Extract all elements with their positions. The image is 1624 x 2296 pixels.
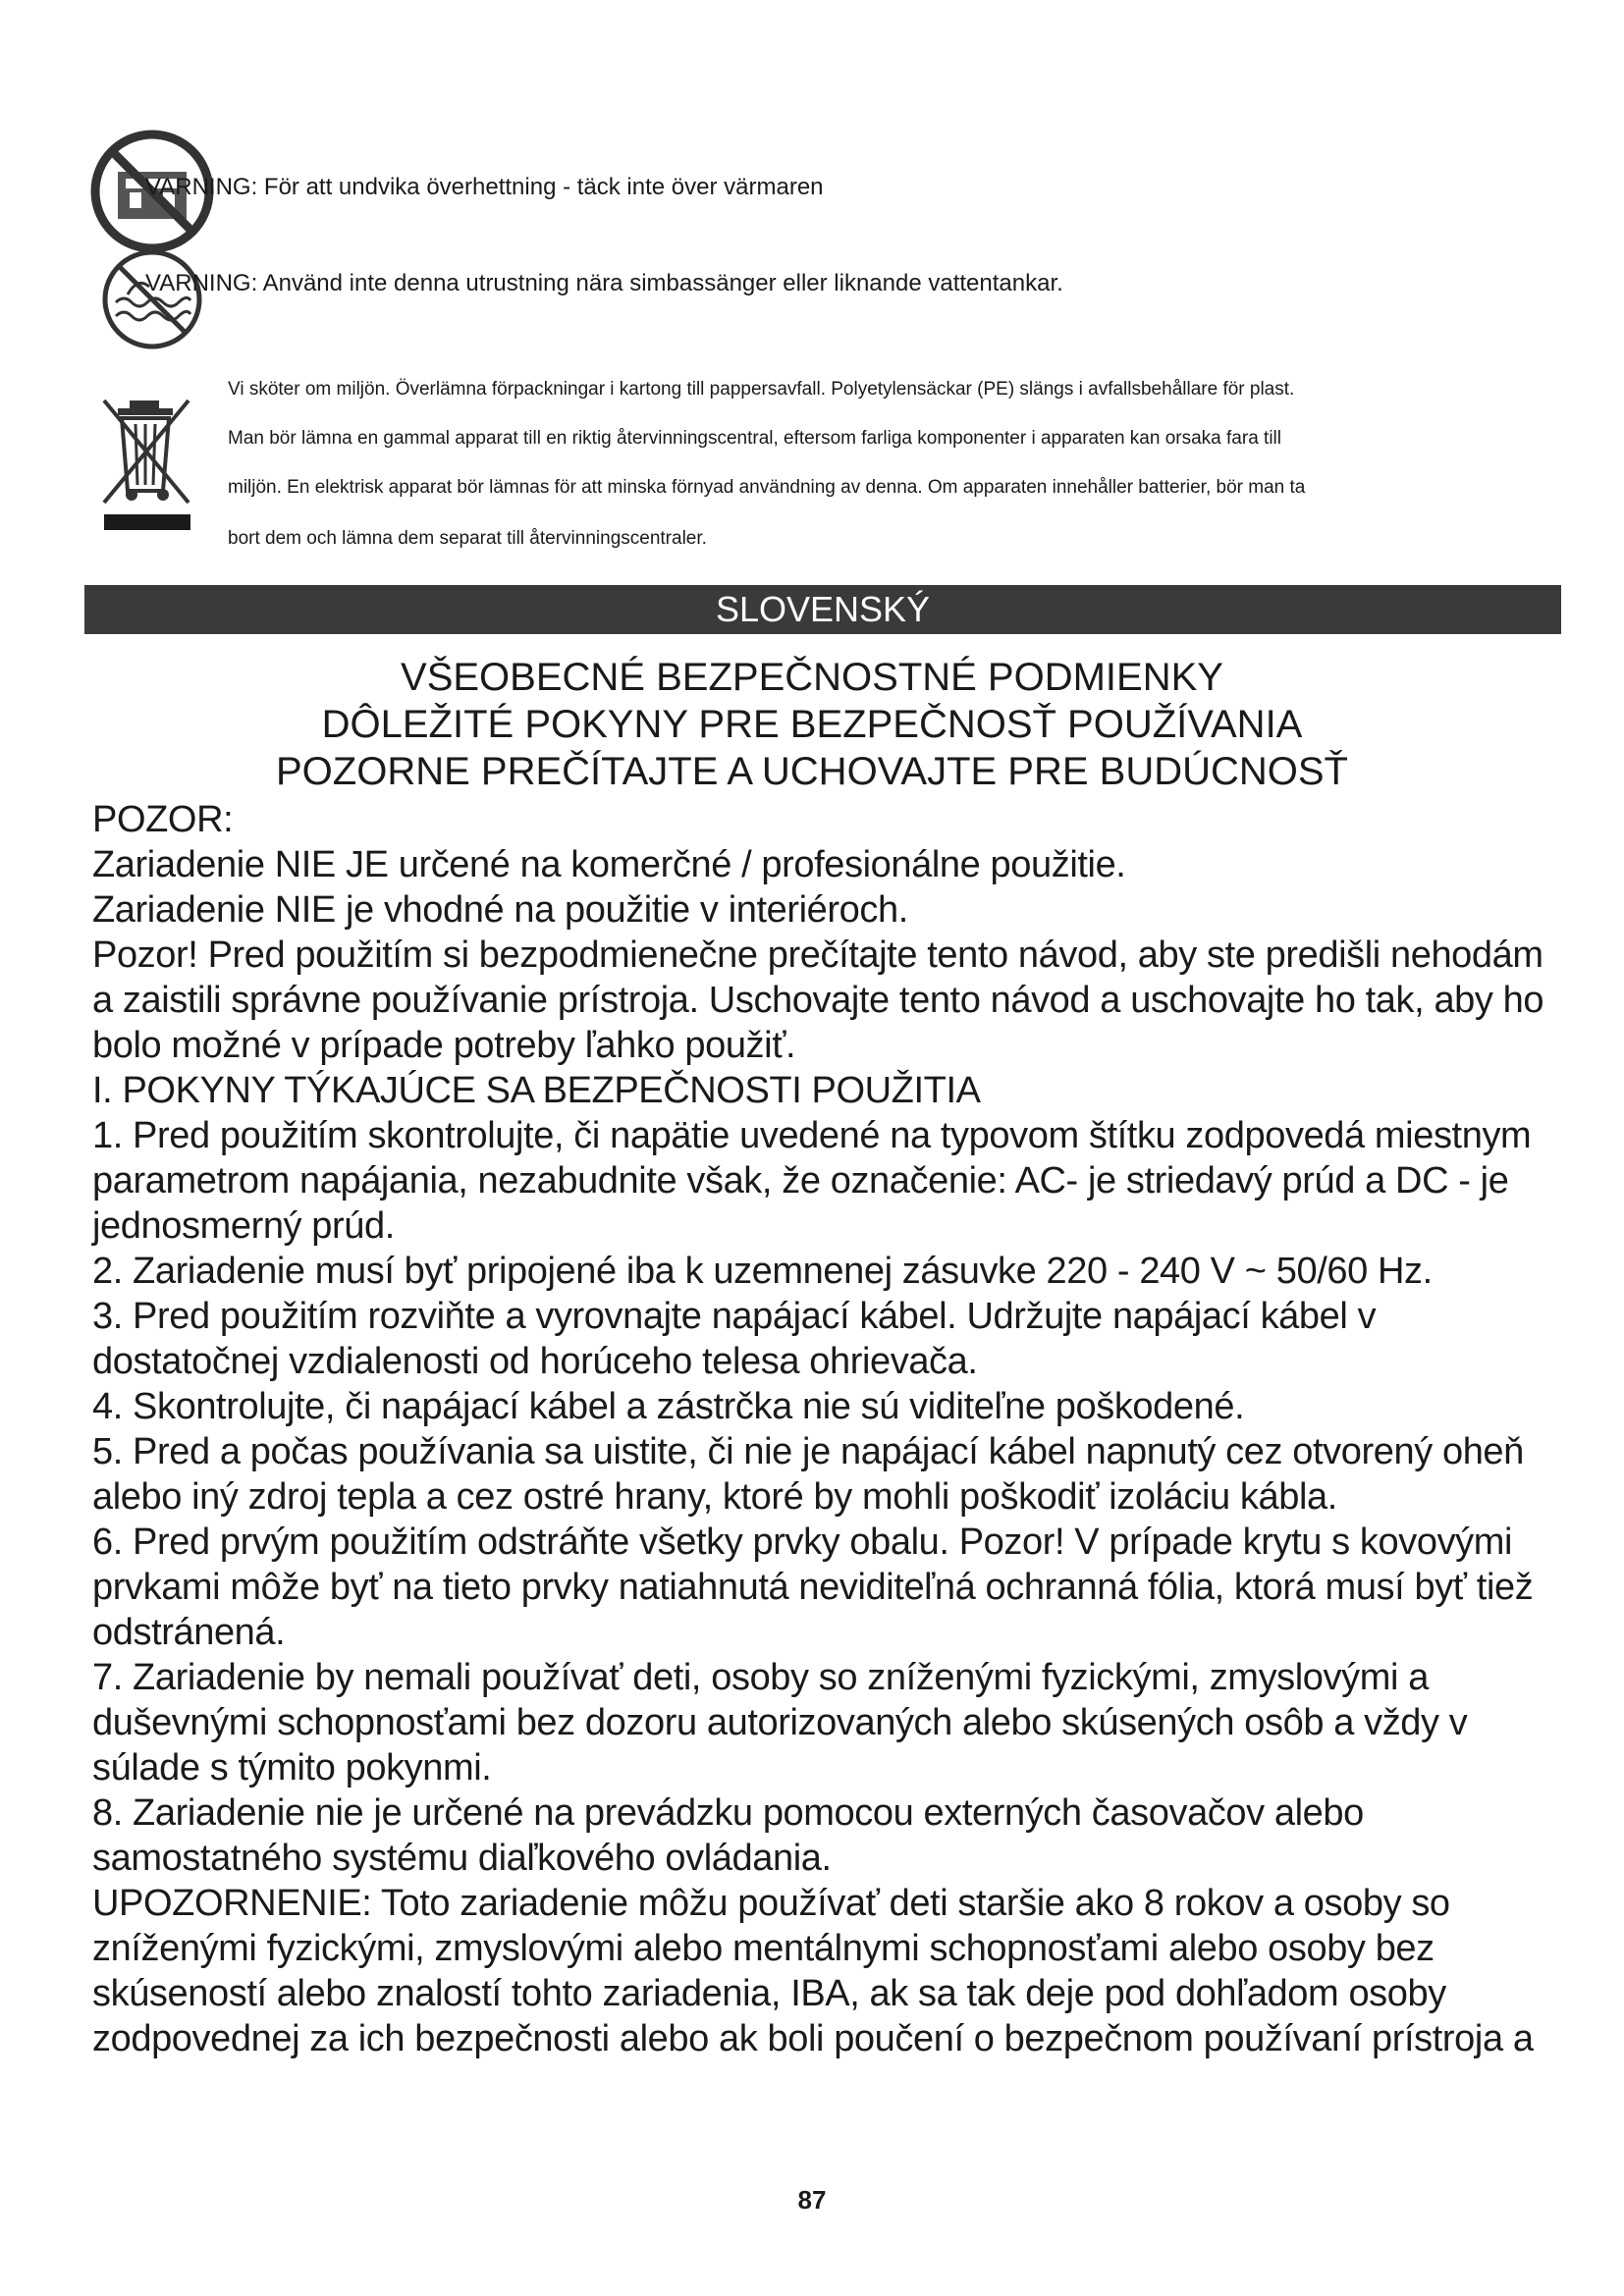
list-item: 8. Zariadenie nie je určené na prevádzku pomocou externých časovačov alebo samostatného systému diaľkového ovládania. [92, 1792, 1364, 1879]
list-item: 3. Pred použitím rozviňte a vyrovnajte napájací kábel. Udržujte napájací kábel v dostatočnej vzdialenosti od horúceho telesa ohrievača. [92, 1296, 1377, 1382]
caution-label: POZOR: [92, 799, 234, 840]
environment-line: Vi sköter om miljön. Överlämna förpackningar i kartong till pappersavfall. Polyetylensäckar (PE) slängs i avfallsbehållare för plast. [228, 379, 1295, 400]
warning-text: : Använd inte denna utrustning nära simbassänger eller liknande vattentankar. [250, 270, 1063, 296]
list-item: 6. Pred prvým použitím odstráňte všetky prvky obalu. Pozor! V prípade krytu s kovovými prvkami môže byť na tieto prvky natiahnutá neviditeľná ochranná fólia, ktorá musí byť tiež odstránená. [92, 1522, 1534, 1653]
warning-prefix: VARNING [145, 270, 251, 296]
heading-important-instructions: DÔLEŽITÉ POKYNY PRE BEZPEČNOSŤ POUŽÍVANIA [321, 703, 1303, 746]
heading-general-safety: VŠEOBECNÉ BEZPEČNOSTNÉ PODMIENKY [401, 656, 1223, 699]
weee-bin-icon [98, 393, 196, 540]
list-item: 4. Skontrolujte, či napájací kábel a zástrčka nie sú viditeľne poškodené. [92, 1386, 1245, 1427]
warning-line-2 [145, 269, 1063, 298]
environment-line: bort dem och lämna dem separat till återvinningscentraler. [228, 528, 707, 549]
section-title: I. POKYNY TÝKAJÚCE SA BEZPEČNOSTI POUŽITIA [92, 1070, 981, 1111]
warning-text: : För att undvika överhettning - täck inte över värmaren [250, 174, 824, 200]
paragraph: Zariadenie NIE JE určené na komerčné / profesionálne použitie. [92, 844, 1126, 885]
page-number: 87 [797, 2185, 827, 2215]
list-item: 2. Zariadenie musí byť pripojené iba k uzemnenej zásuvke 220 - 240 V ~ 50/60 Hz. [92, 1251, 1433, 1292]
paragraph: Zariadenie NIE je vhodné na použitie v interiéroch. [92, 889, 908, 931]
warning-line-1 [145, 173, 824, 202]
warning-paragraph: UPOZORNENIE: Toto zariadenie môžu používať deti staršie ako 8 rokov a osoby so zníženými fyzickými, zmyslovými alebo mentálnymi schopnosťami alebo osoby bez skúseností alebo znalostí tohto zariadenia, IBA, ak sa tak deje pod dohľadom osoby zodpovednej za ich bezpečnosti alebo ak boli poučení o bezpečnom používaní prístroja a [92, 1883, 1534, 2059]
list-item: 1. Pred použitím skontrolujte, či napätie uvedené na typovom štítku zodpovedá miestnym parametrom napájania, nezabudnite však, že označenie: AC- je striedavý prúd a DC - je jednosmerný prúd. [92, 1115, 1532, 1247]
environment-line: miljön. En elektrisk apparat bör lämnas för att minska förnyad användning av denna. Om apparaten innehåller batterier, bör man ta [228, 477, 1306, 498]
no-water-icon [98, 245, 206, 353]
language-banner: SLOVENSKÝ [84, 585, 1561, 634]
heading-read-and-keep: POZORNE PREČÍTAJTE A UCHOVAJTE PRE BUDÚCNOSŤ [276, 750, 1348, 793]
paragraph: Pozor! Pred použitím si bezpodmienečne prečítajte tento návod, aby ste predišli nehodám a zaistili správne používanie prístroja. Uschovajte tento návod a uschovajte ho tak, aby ho bolo možné v prípade potreby ľahko použiť. [92, 934, 1544, 1066]
list-item: 7. Zariadenie by nemali používať deti, osoby so zníženými fyzickými, zmyslovými a duševnými schopnosťami bez dozoru autorizovaných alebo skúsených osôb a vždy v súlade s týmito pokynmi. [92, 1657, 1468, 1789]
warning-prefix: VARNING [145, 174, 251, 200]
safety-instructions [92, 797, 1565, 2061]
environment-line: Man bör lämna en gammal apparat till en riktig återvinningscentral, eftersom farliga komponenter i apparaten kan orsaka fara till [228, 428, 1281, 449]
list-item: 5. Pred a počas používania sa uistite, či nie je napájací kábel napnutý cez otvorený oheň alebo iný zdroj tepla a cez ostré hrany, ktoré by mohli poškodiť izoláciu kábla. [92, 1431, 1524, 1518]
